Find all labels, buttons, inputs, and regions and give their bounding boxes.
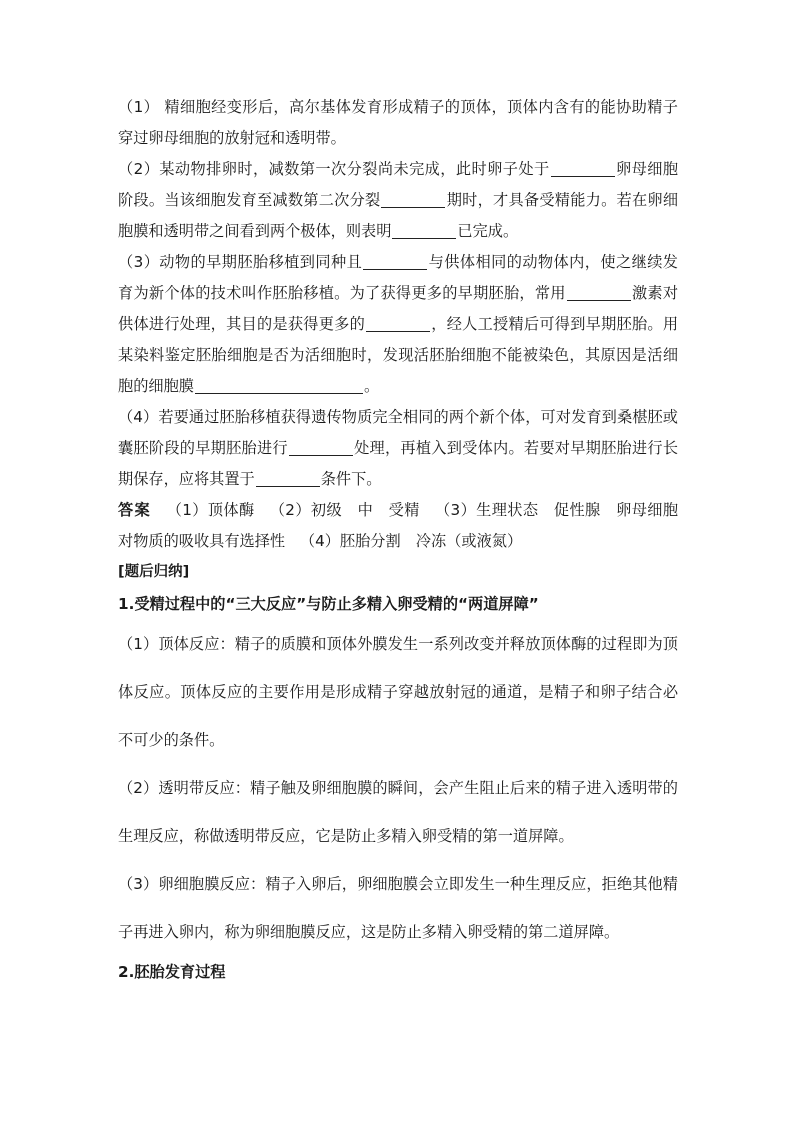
answer-blank [363, 251, 427, 270]
summary-paragraph-3 [118, 860, 678, 956]
question-3-part-5: 。 [363, 377, 380, 395]
answer-blank [256, 468, 320, 487]
summary-title-1 [118, 588, 678, 620]
section-heading [118, 557, 678, 588]
answer-blank-long [195, 375, 363, 394]
answer-blank [551, 158, 615, 177]
answer-blank [567, 282, 631, 301]
question-3-part-2: 与供体相同的动物体内，使之继续发育为新个体的技术叫作胚胎移植。为了获得更多的早期胚胎，常用 [118, 253, 678, 302]
summary-paragraph-1-text: （1）顶体反应：精子的质膜和顶体外膜发生一系列改变并释放顶体酶的过程即为顶体反应。顶体反应的主要作用是形成精子穿越放射冠的通道，是精子和卵子结合必不可少的条件。 [118, 635, 678, 749]
question-1-text: （1） 精细胞经变形后，高尔基体发育形成精子的顶体，顶体内含有的能协助精子穿过卵母细胞的放射冠和透明带。 [118, 98, 678, 147]
summary-paragraph-2 [118, 764, 678, 860]
summary-title-1-text: 1.受精过程中的“三大反应”与防止多精入卵受精的“两道屏障” [118, 595, 539, 613]
answer-label: 答案 [118, 501, 152, 519]
question-2-part-1: （2）某动物排卵时，减数第一次分裂尚未完成，此时卵子处于 [118, 160, 550, 178]
question-2 [118, 154, 678, 247]
bracket-open-icon: [ [118, 564, 125, 580]
answer-blank [289, 437, 353, 456]
answer-item: （2）初级 中 受精 [269, 501, 420, 519]
summary-title-2-text: 2.胚胎发育过程 [118, 963, 226, 981]
question-3 [118, 247, 678, 402]
answer-item: （3）生理状态 促性腺 卵母细胞 对物质的吸收具有选择性 [118, 501, 694, 550]
question-4 [118, 402, 678, 495]
section-heading-label: 题后归纳 [124, 564, 183, 580]
question-4-part-2: 处理，再植入到受体内。若要对早期胚胎进行长期保存，应将其置于 [118, 439, 678, 488]
summary-paragraph-1 [118, 620, 678, 764]
answer-blank [392, 220, 456, 239]
question-2-part-3: 期时，才具备受精能力。若在卵细胞膜和透明带之间看到两个极体，则表明 [118, 191, 678, 240]
answer-block [118, 495, 694, 557]
answer-item: （4）胚胎分割 冷冻（或液氮） [299, 532, 523, 550]
answer-item: （1）顶体酶 [166, 501, 255, 519]
answer-blank [366, 313, 430, 332]
bracket-close-icon: ] [182, 564, 190, 580]
answer-blank [381, 189, 445, 208]
summary-paragraph-3-text: （3）卵细胞膜反应：精子入卵后，卵细胞膜会立即发生一种生理反应，拒绝其他精子再进入卵内，称为卵细胞膜反应，这是防止多精入卵受精的第二道屏障。 [118, 875, 678, 941]
question-2-part-4: 已完成。 [457, 222, 519, 240]
question-2-part-2: 卵母细胞阶段。当该细胞发育至减数第二次分裂 [118, 160, 679, 209]
document-page [118, 92, 694, 988]
summary-title-2 [118, 956, 678, 988]
question-4-part-1: （4）若要通过胚胎移植获得遗传物质完全相同的两个新个体，可对发育到桑椹胚或囊胚阶段的早期胚胎进行 [118, 408, 678, 457]
question-3-part-3: 激素对供体进行处理，其目的是获得更多的 [118, 284, 678, 333]
question-1 [118, 92, 678, 154]
summary-paragraph-2-text: （2）透明带反应：精子触及卵细胞膜的瞬间，会产生阻止后来的精子进入透明带的生理反应，称做透明带反应，它是防止多精入卵受精的第一道屏障。 [118, 779, 678, 845]
question-3-part-4: ，经人工授精后可得到早期胚胎。用某染料鉴定胚胎细胞是否为活细胞时，发现活胚胎细胞不能被染色，其原因是活细胞的细胞膜 [118, 315, 678, 395]
question-3-part-1: （3）动物的早期胚胎移植到同种且 [118, 253, 363, 271]
question-4-part-3: 条件下。 [320, 470, 382, 488]
